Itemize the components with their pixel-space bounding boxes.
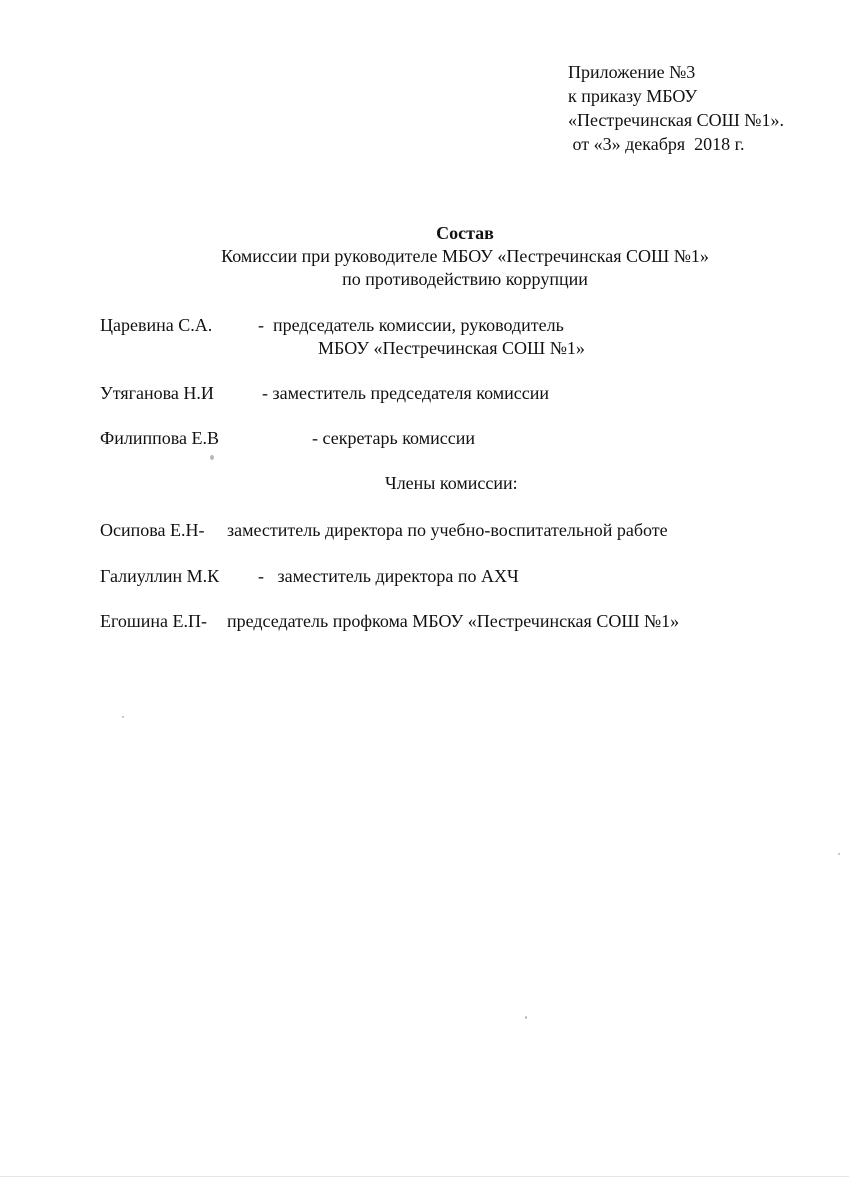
member-1-role: заместитель директора по учебно-воспитательной работе (227, 520, 668, 540)
secretary-name: Филиппова Е.В (100, 428, 219, 448)
secretary-role: - секретарь комиссии (312, 428, 475, 448)
vice-chair-role: - заместитель председателя комиссии (262, 383, 550, 403)
scan-speck (838, 853, 840, 855)
members-heading: Члены комиссии: (385, 473, 518, 493)
chair-role-continued: МБОУ «Пестречинская СОШ №1» (318, 338, 585, 358)
vice-chair-name: Утяганова Н.И (100, 383, 214, 403)
scan-speck (210, 455, 214, 460)
scan-edge-line (0, 1176, 849, 1177)
member-1-name: Осипова Е.Н- (100, 520, 205, 540)
appendix-school: «Пестречинская СОШ №1». (568, 110, 784, 130)
member-2-role: - заместитель директора по АХЧ (258, 566, 519, 586)
chair-role: - председатель комиссии, руководитель (258, 315, 564, 335)
document-subtitle-line1: Комиссии при руководителе МБОУ «Пестречинская СОШ №1» (221, 246, 709, 266)
document-title: Состав (436, 223, 494, 243)
member-2-name: Галиуллин М.К (100, 566, 220, 586)
member-3-name: Егошина Е.П- (100, 611, 208, 631)
scan-speck (122, 716, 124, 718)
member-3-role: председатель профкома МБОУ «Пестречинская СОШ №1» (227, 611, 680, 631)
chair-name: Царевина С.А. (100, 315, 213, 335)
appendix-order-ref: к приказу МБОУ (568, 86, 698, 106)
scan-speck (525, 1016, 527, 1019)
document-subtitle-line2: по противодействию коррупции (342, 269, 588, 289)
appendix-number: Приложение №3 (568, 62, 696, 82)
appendix-date: от «3» декабря 2018 г. (568, 134, 745, 154)
